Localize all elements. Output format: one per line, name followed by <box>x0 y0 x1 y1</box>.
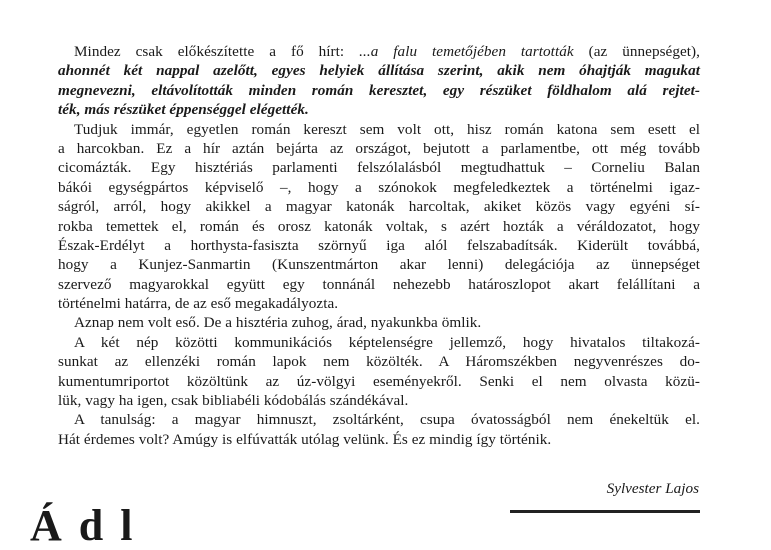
paragraph-1-line-1 <box>58 42 700 61</box>
paragraph-4-line: A két nép közötti kommunikációs képtelenségre jellemző, hogy hivatalos tiltakozá- <box>74 333 700 351</box>
paragraph-2-line: a harcokban. Ez a hír aztán bejárta az országot, bejutott a parlamentbe, ott még tovább <box>58 139 700 157</box>
paragraph-4-line: kumentumriportot közöltünk az úz-völgyi eseményekről. Senki el nem olvasta közü- <box>58 372 700 390</box>
paragraph-2-line: történelmi határra, de az eső megakadályozta. <box>58 295 339 313</box>
paragraph-1-line-2: ahonnét két nappal azelőtt, egyes helyiek állítása szerint, akik nem óhajtják magukat <box>58 62 700 80</box>
paragraph-3-line: Aznap nem volt eső. De a hisztéria zuhog, árad, nyakunkba ömlik. <box>74 314 482 332</box>
paragraph-2-line: szervező magyarokkal együtt egy tonnánál nehezebb határoszlopot akart felállítani a <box>58 275 700 293</box>
paragraph-4-line: lük, vagy ha igen, csak bibliabéli kódobálás szándékával. <box>58 392 409 410</box>
paragraph-2-line: hogy a Kunjez-Sanmartin (Kunszentmárton akar lenni) delegációja az ünnepséget <box>58 256 700 274</box>
paragraph-2-line: cicomázták. Egy hisztériás parlamenti felszólalásból megtudhattuk – Corneliu Balan <box>58 159 700 177</box>
divider-rule <box>510 510 700 513</box>
paragraph-1-line-4: ték, más részüket éppenséggel elégették. <box>58 101 309 119</box>
author-signature: Sylvester Lajos <box>606 480 699 497</box>
text-run: Mindez csak előkészítette a fő hírt: <box>74 43 360 60</box>
next-article-heading-fragment: Á d l <box>30 501 136 550</box>
article-body <box>58 42 700 449</box>
paragraph-2-line: rokba temettek el, román és orosz katonák voltak, s azért hozták a véráldozatot, hogy <box>58 217 700 235</box>
paragraph-1-line-3: megnevezni, eltávolították minden román keresztet, egy részüket földhalom alá rejtet- <box>58 81 700 99</box>
text-run: (az ünnepséget), <box>573 43 700 60</box>
paragraph-2-line: Tudjuk immár, egyetlen román kereszt sem volt ott, hisz román katona sem esett el <box>74 120 700 138</box>
paragraph-4-line: sunkat az ellenzéki román lapok nem közölték. A Háromszékben negyvenrészes do- <box>58 353 700 371</box>
paragraph-2-line: bákói egységpártos képviselő –, hogy a szónokok megfeledkeztek a történelmi igaz- <box>58 178 700 196</box>
paragraph-5-line: A tanulság: a magyar himnuszt, zsoltárként, csupa óvatosságból nem énekeltük el. <box>74 411 700 429</box>
paragraph-2-line: Észak-Erdélyt a horthysta-fasiszta szörnyű iga alól felszabadítsák. Kiderült továbbá, <box>58 236 700 254</box>
italic-quote: ...a falu temetőjében tartották <box>359 43 574 60</box>
paragraph-5-line: Hát érdemes volt? Amúgy is elfúvatták utólag velünk. És ez mindig így történik. <box>58 430 552 448</box>
paragraph-2-line: ságról, arról, hogy akikkel a magyar katonák harcoltak, akiket közös vagy egyéni sí- <box>58 198 700 216</box>
